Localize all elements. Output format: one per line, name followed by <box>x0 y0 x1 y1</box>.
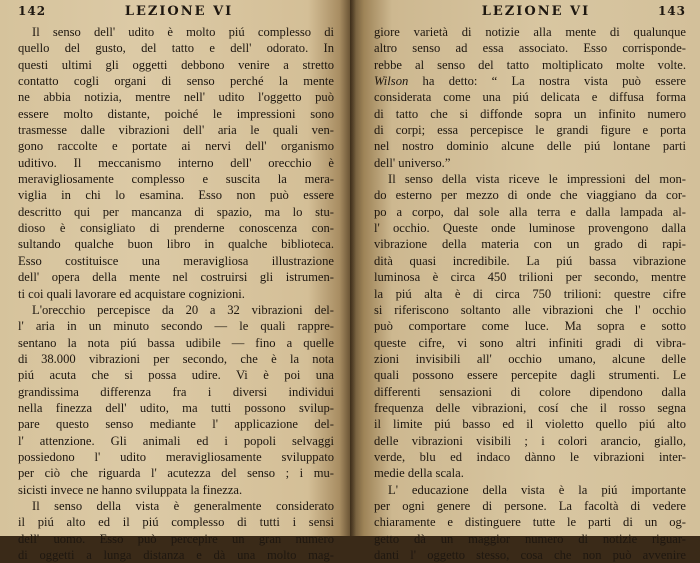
text-line: nel nostro dominio alcune delle piú lontane parti <box>374 139 686 154</box>
text-line: nella finezza dell' udito, ma tutti possono svilup- <box>18 400 334 415</box>
text-line: sultando qualche buon libro in qualche biblioteca. <box>18 237 334 252</box>
text-line: luminosa è circa 450 trilioni per secondo, mentre <box>374 270 686 285</box>
left-page-body <box>18 24 334 563</box>
text-line: di tatto che si diffonde sopra un infinito numero <box>374 106 686 121</box>
text-line: dità quasi incredibile. La piú bassa vibrazione <box>374 253 686 268</box>
text-line: essere molto distante, poiché le impressioni sono <box>18 106 334 121</box>
text-line: l' occhio. Queste onde luminose provengono dalla <box>374 221 686 236</box>
text-line: uditivo. Il meccanismo interno dell' orecchio è <box>18 155 334 170</box>
text-line: verde, blu ed indaco dànno le vibrazioni inter- <box>374 449 686 464</box>
text-line: meravigliosamente complesso e suscita la mera- <box>18 172 334 187</box>
text-line: l' aria in un minuto secondo — le quali rappre- <box>18 319 334 334</box>
text-line: po a corpo, dal sole alla terra e dalla lampada al- <box>374 204 686 219</box>
text-line: per ciò che riguarda l' acutezza del senso ; i mu- <box>18 466 334 481</box>
text-line: Wilson ha detto: “ La nostra vista può essere <box>374 74 686 89</box>
text-line: piú acuta che si possa udire. Vi è poi una <box>18 368 334 383</box>
text-line: dioso è consigliato di prenderne conoscenza con- <box>18 221 334 236</box>
text-line: quali possono essere percepite dagli strumenti. Le <box>374 368 686 383</box>
text-line: contatto cogli organi di senso perché la mente <box>18 74 334 89</box>
text-line: delle vibrazioni visibili ; i colori arancio, giallo, <box>374 433 686 448</box>
right-page <box>350 0 700 562</box>
text-line: do esterno per mezzo di onde che viaggiano da cor- <box>374 188 686 203</box>
text-line: chiaramente e distinguere tutte le parti di un og- <box>374 515 686 530</box>
text-line: vibrazione della materia con un grado di rapi- <box>374 237 686 252</box>
text-line: l' attenzione. Gli animali ed i popoli selvaggi <box>18 433 334 448</box>
text-line: dell' universo.” <box>374 155 451 170</box>
left-page-number: 142 <box>18 4 47 18</box>
text-line: L' educazione della vista è la piú importante <box>388 482 686 497</box>
text-line: Il senso dell' udito è molto piú complesso di <box>32 25 334 39</box>
text-line: giore varietà di notizie alla mente di qualunque <box>374 25 686 39</box>
text-line: la piú alta è di circa 750 trilioni: questre cifre <box>374 286 686 301</box>
left-page <box>0 0 350 562</box>
text-line: medie della scala. <box>374 466 464 481</box>
text-line: Il senso della vista è generalmente considerato <box>32 498 334 513</box>
text-line: dell' opera della mente nel costruirsi gli istrumen- <box>18 270 334 285</box>
text-line: queste cifre, vi sono altri infiniti gradi di vibra- <box>374 335 686 350</box>
text-line: L'orecchio percepisce da 20 a 32 vibrazioni del- <box>32 302 334 317</box>
text-line: Esso costituisce una meravigliosa illustrazione <box>18 253 334 268</box>
text-line: ne abbia notizia, mentre nell' udito l'oggetto può <box>18 90 334 105</box>
text-line: di 38.000 vibrazioni per secondo, che è la nota <box>18 351 334 366</box>
text-line: zioni invisibili all' occhio umano, alcune delle <box>374 351 686 366</box>
text-line: il piú alto ed il piú complesso di tutti i sensi <box>18 515 334 530</box>
right-page-title: LEZIONE VI <box>481 4 591 19</box>
text-line: può comportare come luce. Ma sopra e sotto <box>374 319 686 334</box>
text-line: descritto qui per mancanza di spazio, ma lo stu- <box>18 204 334 219</box>
left-page-title: LEZIONE VI <box>124 4 234 19</box>
right-page-number: 143 <box>657 4 686 18</box>
text-line: gono raccolte e portate ai nervi dell' organismo <box>18 139 334 154</box>
text-line: pare questo senso mediante l' applicazione del- <box>18 417 334 432</box>
text-line: sicisti invece ne hanno sviluppata la finezza. <box>18 482 243 497</box>
text-line: dell' uomo. Esso può percepire un gran numero <box>18 531 334 546</box>
text-line: trasmesse dalle vibrazioni dell' aria le quali ven- <box>18 123 334 138</box>
text-line: ti coi quali lavorare ed acquistare cognizioni. <box>18 286 245 301</box>
text-line: viglia in chi lo esamina. Esso non può essere <box>18 188 334 203</box>
text-line: di corpi; essa percepisce le grandi figure e porta <box>374 123 686 138</box>
text-line: sentano la nota piú bassa udibile — fino a quelle <box>18 335 334 350</box>
text-line: differenti sensazioni di colore dipendono dalla <box>374 384 686 399</box>
text-line: possiedono l' udito meravigliosamente sviluppato <box>18 449 334 464</box>
text-line: frequenza delle vibrazioni, cosí che il rosso segna <box>374 400 686 415</box>
author-name: Wilson <box>374 74 409 89</box>
text-line: grandissima differenza fra i diversi individui <box>18 384 334 399</box>
text-line: rebbe al senso del tatto moltiplicato molte volte. <box>374 57 686 72</box>
text-line: Il senso della vista riceve le impressioni del mon- <box>388 172 686 187</box>
text-line: altro senso ad essa associato. Esso corrisponde- <box>374 41 686 56</box>
text-line: getto dà un maggior numero di notizie riguar- <box>374 531 686 546</box>
gutter-shadow <box>350 0 356 536</box>
right-running-head <box>374 4 686 24</box>
text-line: considerata come una piú delicata e diffusa forma <box>374 90 686 105</box>
text-line: si riferiscono soltanto alle vibrazioni che l' occhio <box>374 302 686 317</box>
right-page-body <box>374 24 686 563</box>
text-line: di oggetti a lunga distanza e dà una molto mag- <box>18 548 334 562</box>
text-line: per ogni genere di persone. La facoltà di vedere <box>374 498 686 513</box>
text-line: il limite piú basso ed il violetto quello piú alto <box>374 417 686 432</box>
left-running-head <box>18 4 334 24</box>
text-line: questi ultimi gli oggetti debbono venire a stretto <box>18 57 334 72</box>
text-line: quello del gusto, del tatto e dell' odorato. In <box>18 41 334 56</box>
text-line: danti l' oggetto stesso, cosa che non può avvenire <box>374 548 686 562</box>
